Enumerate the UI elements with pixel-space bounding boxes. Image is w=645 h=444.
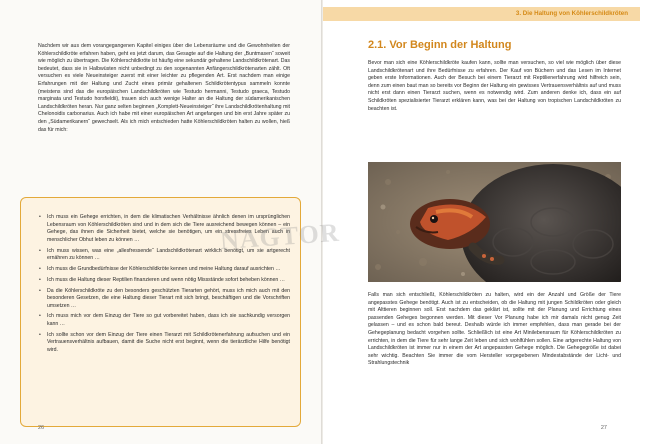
checklist-item: • Ich muss mich vor dem Einzug der Tiere so gut vorbereitet haben, dass ich sie sachkundig versorgen kann …	[39, 313, 290, 328]
page-number-left: 26	[38, 425, 45, 431]
checklist-item: • Ich sollte schon vor dem Einzug der Tiere einen Tierarzt mit Schildkrötenerfahrung aufsuchen und ein Vertrauensverhältnis aufbauen, damit die Suche nicht erst beginnt, wenn die tierärztliche Hilfe benötigt wird.	[39, 332, 290, 355]
page-number-right: 27	[600, 425, 607, 431]
tortoise-illustration	[368, 162, 621, 282]
checklist	[21, 198, 300, 355]
running-header-bar	[323, 7, 640, 21]
checklist-item: • Ich muss ein Gehege errichten, in dem die klimatischen Verhältnisse ähnlich denen im ursprünglichen Lebensraum von Köhlerschildkröten sind und in dem sich die Tiere ausreichend bewegen können – ein Gehege, das ihnen die Sicherheit bietet, welche sie benötigen, um ein stressfreies Leben auch in menschlicher Obhut leben zu können …	[39, 214, 290, 244]
section-heading: 2.1. Vor Beginn der Haltung	[368, 39, 512, 51]
checklist-item: • Ich muss die Grundbedürfnisse der Köhlerschildkröte kennen und meine Haltung darauf ausrichten …	[39, 266, 290, 274]
checklist-item: • Ich muss die Haltung dieser Reptilien finanzieren und wenn nötig Missstände sofort beheben können …	[39, 277, 290, 285]
tortoise-photo	[368, 162, 621, 282]
checklist-item: • Ich muss wissen, was eine „allesfressende“ Landschildkrötenart wirklich benötigt, um sie artgerecht ernähren zu können …	[39, 248, 290, 263]
paragraph-2: Falls man sich entschließt, Köhlerschildkröten zu halten, wird ein der Anzahl und Größe der Tiere angepasstes Gehege benötigt. Auch ist zu entscheiden, ob die Haltung mit jungen Schildkröten oder gleich mit Alttieren beginnen soll. Erst nachdem das geklärt ist, sollte mit der Planung und Errichtung eines passenden Geheges begonnen werden. Mit dieser Vor Planung habe ich mir damals nicht genug Zeit gelassen – und es schon bald bereut. Deshalb würde ich immer empfehlen, dass man gerade bei der Gehegeplanung bedacht vorgehen sollte. Schließlich ist eine Art Minilebensraum für Köhlerschildkröten zu errichten, in dem die Tiere für sehr lange Zeit leben und sich wohlfühlen sollen. Eine artgerechte Haltung von Landschildkröten ist immer nur in einem der Art angepassten Gehege möglich. Die Gehegegröße ist dabei sehr wichtig. Beachten Sie immer die vom Hersteller vorgegebenen Mindestabstände der Licht- und Strahlungstechnik	[368, 292, 621, 367]
running-header: 3. Die Haltung von Köhlerschildkröten	[515, 10, 628, 17]
intro-paragraph: Nachdem wir aus dem vorangegangenen Kapitel einiges über die Lebensräume und die Gewohnheiten der Köhlerschildkröte erfahren haben, geht es jetzt darum, das Gesagte auf die Haltung der „Buntmasen“ soweit wie möglich zu übertragen. Die Köhlerschildkröte ist häufig eine sekundär gehaltene Landschildkrötenart. Das bedeutet, dass sie in Halbwüsten nicht unbedingt zu den sogenannten Anfängerschildkrötenarten zählt. Oft versuchen es viele Neueinsteiger zuerst mit einer leichter zu pflegenden Art. Erst nachdem man einige Erfahrungen mit der Haltung und Zucht eines primär gehaltenen Schildkrötentypus sammeln konnte (meistens sind das die europäischen Landschildkröten wie Testudo hermanni, Testudo graeca, Testudo marginata und Testudo horsfieldii), trauen sich auch wenige Halter an die Haltung der südamerikanischen Landschildkröten heran. Nur ganz selten beginnen „Komplett-Neueinsteiger“ ihre Landschildkrötenhaltung mit Chelonoidis carbonarius. Auch ich habe mit einer europäischen Art angefangen und bin erst Jahre später zu den „Südamerikanern“ gewechselt. Als ich mich entschieden hatte Köhlerschildkröten halten zu wollen, hieß das für mich:	[38, 43, 290, 133]
paragraph-1: Bevor man sich eine Köhlerschildkröte kaufen kann, sollte man versuchen, so viel wie möglich über diese Landschildkrötenart und ihre Bedürfnisse zu erfahren. Der Kauf von Büchern und das Lesen im Internet geben erste Informationen. Auch der Besuch bei einem Tierarzt mit Reptilienerfahrung wird hilfreich sein, denn zum einen baut man so bereits vor Beginn der Haltung ein gewisses Vertrauensverhältnis auf und muss nicht erst dann einen Tierarzt suchen, wenn es notwendig wird. Zum anderen denke ich, dass ein auf Schildkröten spezialisierter Tierarzt erklären kann, was bei der Haltung von tropischen Landschildkröten zu beachten ist.	[368, 60, 621, 112]
watermark: NAGTOR	[219, 217, 341, 256]
checklist-item: • Da die Köhlerschildkröte zu den besonders geschützten Tierarten gehört, muss ich mich auch mit den besonderen Gesetzen, die eine Haltung dieser Tierart mit sich bringt, beschäftigen und die Vorschriften umsetzen …	[39, 288, 290, 311]
right-page	[323, 0, 645, 444]
